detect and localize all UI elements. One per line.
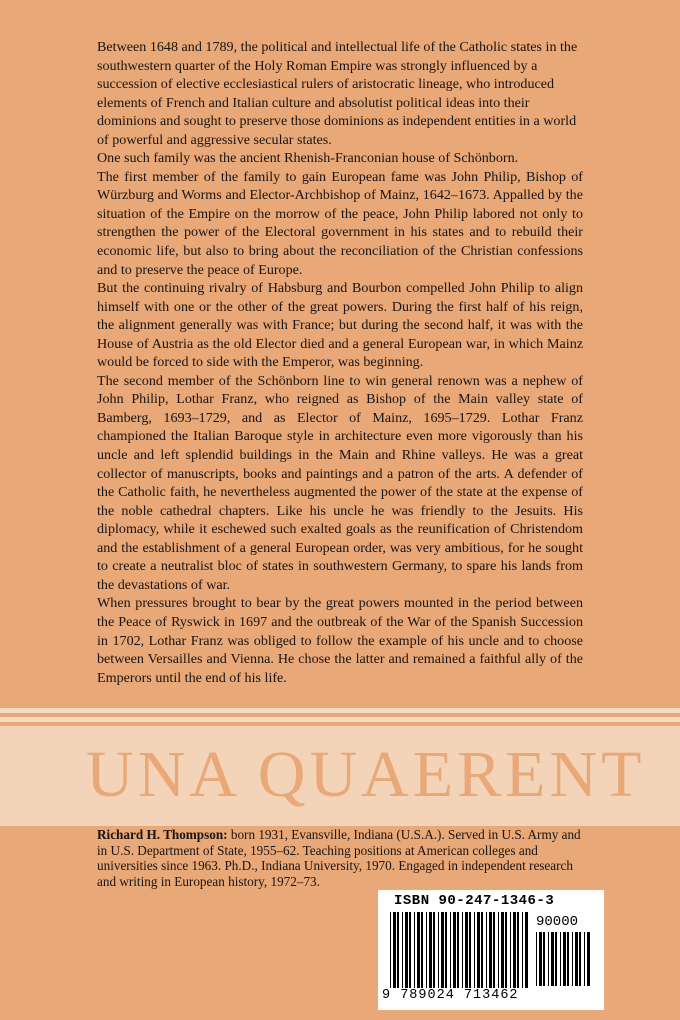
barcode-bar [457,912,459,988]
barcode-bar [536,932,537,986]
barcode-bar [393,912,396,988]
barcode-bar [445,912,447,988]
barcode-bar [548,932,549,986]
barcode-bar [539,932,542,986]
barcode-bar [572,932,573,986]
barcode-bar [489,912,492,988]
author-name: Richard H. Thompson: [97,827,228,842]
barcode-bar [429,912,432,988]
barcode-bar [513,912,516,988]
paragraph-family: One such family was the ancient Rhenish-Franconian house of Schönborn. [97,150,519,167]
barcode-bar [587,932,590,986]
barcode-bar [493,912,495,988]
barcode-bar [417,912,420,988]
barcode-bar [477,912,480,988]
price-code-label: 90000 [536,914,579,930]
ean-barcode [390,912,530,988]
series-title: UNA QUAERENT [86,738,646,811]
barcode-bar [474,912,475,988]
barcode-bar [402,912,403,988]
barcode-panel [378,890,604,1010]
paragraph-john-philip: The first member of the family to gain European fame was John Philip, Bishop of Würzburg and Worms and Elector-Archbishop of Mainz, 1642–1673. Appalled by the situation of the Empire on the morrow of the peace, John Philip labored not only to strengthen the power of the Electoral government in his states and to rebuild their economic life, but also to bring about the reconciliation of the Christian confessions and to preserve the peace of Europe. [97,168,583,278]
barcode-bar [441,912,444,988]
barcode-bar [543,932,545,986]
barcode-bar [397,912,399,988]
barcode-bar [462,912,463,988]
barcode-bar [450,912,451,988]
barcode-bar [584,932,585,986]
barcode-bar [438,912,439,988]
barcode-bar [426,912,427,988]
barcode-bar [433,912,435,988]
barcode-bar [575,932,578,986]
barcode-bar [563,932,566,986]
paragraph-rivalry: But the continuing rivalry of Habsburg and Bourbon compelled John Philip to align himself with one or the other of the great powers. During the first half of his reign, the alignment generally was with France; but during the second half, it was with the House of Austria as the old Elector died and a general European war, in which Mainz would be forced to side with the Emperor, was beginning. [97,280,583,371]
paragraph-intro: Between 1648 and 1789, the political and intellectual life of the Catholic states in the southwestern quarter of the Holy Roman Empire was strongly influenced by a succession of elective ecclesiastical rulers of aristocratic lineage, who introduced elements of French and Italian culture and absolutist political ideas into their dominions and sought to preserve those dominions as independent entities in a world of powerful and aggressive secular states. [97,39,578,148]
barcode-bar [560,932,561,986]
isbn-label: ISBN 90-247-1346-3 [394,893,555,909]
barcode-bar [453,912,456,988]
barcode-bar [414,912,415,988]
barcode-bar [498,912,499,988]
barcode-bar [579,932,581,986]
author-bio [97,827,583,889]
barcode-bar [567,932,569,986]
author-bio-text: born 1931, Evansville, Indiana (U.S.A.). Served in U.S. Army and in U.S. Department of State, 1955–62. Teaching positions at American colleges and universities since 1963. Ph.D., Indiana University, 1970. Engaged in independent research and writing in European history, 1972–73. [97,827,581,889]
barcode-bar [505,912,507,988]
ean-number: 9 789024 713462 [382,988,519,1003]
barcode-bar [510,912,511,988]
barcode-bar [551,932,554,986]
barcode-bar [421,912,423,988]
barcode-bar [517,912,519,988]
barcode-bar [525,912,528,988]
paragraph-pressures: When pressures brought to bear by the great powers mounted in the period between the Peace of Ryswick in 1697 and the outbreak of the War of the Spanish Succession in 1702, Lothar Franz was obliged to follow the example of his uncle and to choose between Versailles and Vienna. He chose the latter and remained a faithful ally of the Emperors until the end of his life. [97,595,583,686]
barcode-bar [522,912,523,988]
barcode-bar [486,912,487,988]
barcode-bar [409,912,411,988]
banner-stripe-top [0,708,680,713]
series-banner [0,708,680,826]
back-cover-text [97,38,583,687]
barcode-bar [390,912,391,988]
barcode-bar [465,912,468,988]
barcode-bar [501,912,504,988]
barcode-bar [555,932,557,986]
barcode-bar [469,912,471,988]
price-barcode [536,932,592,986]
banner-stripe-middle [0,717,680,722]
barcode-bar [481,912,483,988]
paragraph-lothar-franz: The second member of the Schönborn line to win general renown was a nephew of John Philip, Lothar Franz, who reigned as Bishop of the Main valley state of Bamberg, 1693–1729, and as Elector of Mainz, 1695–1729. Lothar Franz championed the Italian Baroque style in architecture even more vigorously than his uncle and left splendid buildings in the Main and Rhine valleys. He was a great collector of manuscripts, books and paintings and a patron of the arts. A defender of the Catholic faith, he nevertheless augmented the power of the state at the expense of the noble cathedral chapters. Like his uncle he was friendly to the Jesuits. His diplomacy, while it eschewed such exalted goals as the reunification of Christendom and the establishment of a general European order, was very ambitious, for he sought to create a neutralist bloc of states in southwestern Germany, to spare his lands from the devastations of war. [97,372,583,593]
barcode-bar [405,912,408,988]
